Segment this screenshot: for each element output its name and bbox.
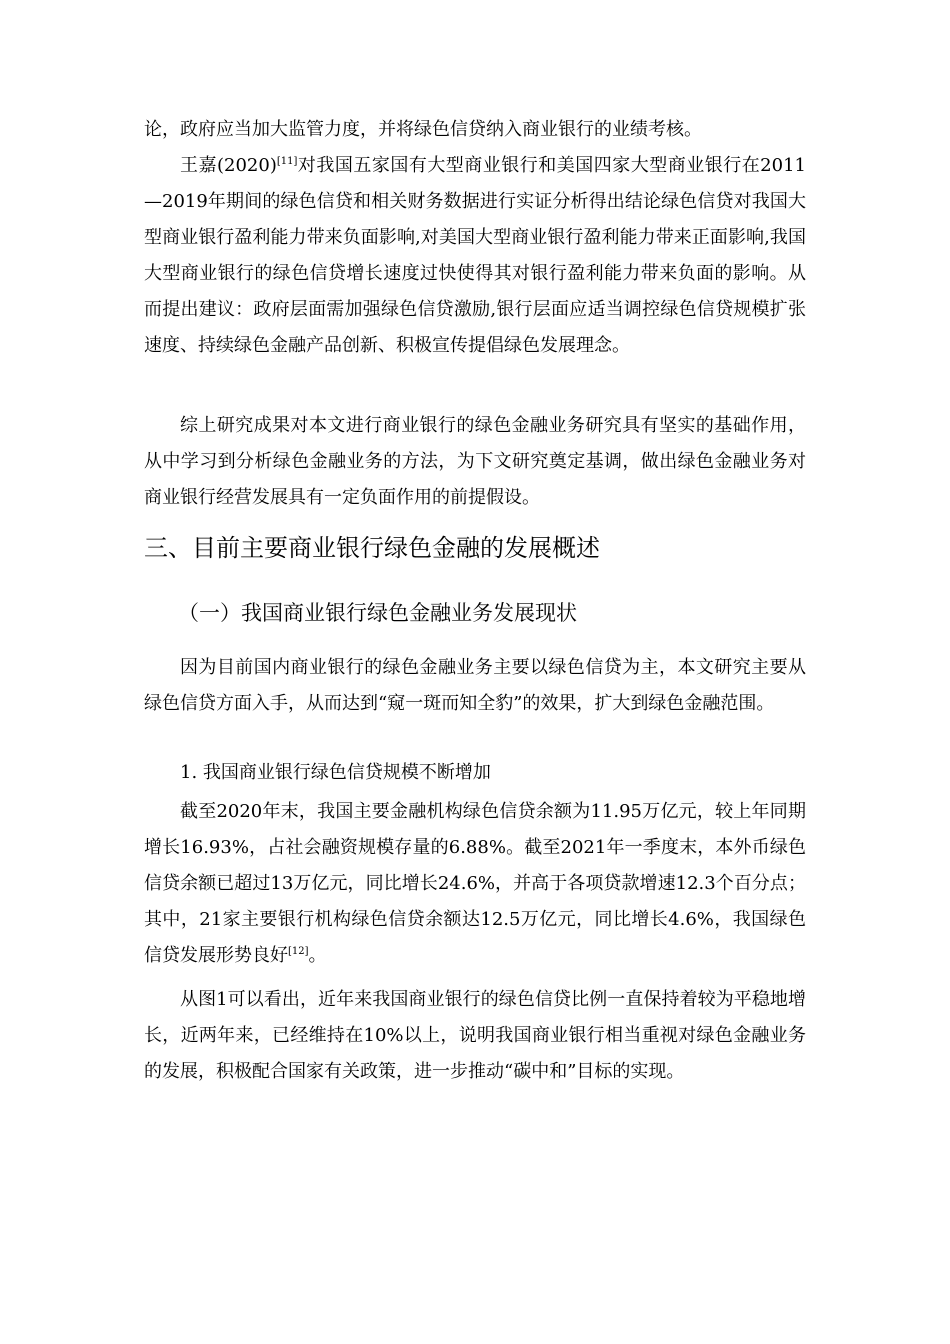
paragraph-figure-ref <box>144 982 806 1090</box>
paragraph-wang-jia <box>144 148 806 364</box>
paragraph-credit-scale <box>144 794 806 974</box>
reference-marker: [12] <box>288 946 309 957</box>
paragraph-text: 从图1可以看出，近年来我国商业银行的绿色信贷比例一直保持着较为平稳地增长，近两年来，已经维持在10%以上，说明我国商业银行相当重视对绿色金融业务的发展，积极配合国家有关政策，进一步推动“碳中和”目标的实现。 <box>144 989 806 1082</box>
paragraph-text: 截至2020年末，我国主要金融机构绿色信贷余额为11.95万亿元，较上年同期增长16.93%，占社会融资规模存量的6.88%。截至2021年一季度末，本外币绿色信贷余额已超过13万亿元，同比增长24.6%，并高于各项贷款增速12.3个百分点；其中，21家主要银行机构绿色信贷余额达12.5万亿元，同比增长4.6%，我国绿色信贷发展形势良好 <box>144 801 806 966</box>
paragraph-intro <box>144 650 806 722</box>
paragraph-text: 论，政府应当加大监管力度，并将绿色信贷纳入商业银行的业绩考核。 <box>144 119 702 140</box>
paragraph-text: 综上研究成果对本文进行商业银行的绿色金融业务研究具有坚实的基础作用，从中学习到分析绿色金融业务的方法，为下文研究奠定基调，做出绿色金融业务对商业银行经营发展具有一定负面作用的前提假设。 <box>144 415 806 508</box>
paragraph-text: 对我国五家国有大型商业银行和美国四家大型商业银行在2011—2019年期间的绿色信贷和相关财务数据进行实证分析得出结论绿色信贷对我国大型商业银行盈利能力带来负面影响,对美国大型商业银行盈利能力带来正面影响,我国大型商业银行的绿色信贷增长速度过快使得其对银行盈利能力带来负面的影响。从而提出建议：政府层面需加强绿色信贷激励,银行层面应适当调控绿色信贷规模扩张速度、持续绿色金融产品创新、积极宣传提倡绿色发展理念。 <box>144 155 806 356</box>
paragraph-text-end: 。 <box>308 945 327 966</box>
item-heading-1: 1. 我国商业银行绿色信贷规模不断增加 <box>180 762 491 783</box>
subsection-heading-3-1: （一）我国商业银行绿色金融业务发展现状 <box>178 601 577 625</box>
author-citation: 王嘉(2020) <box>180 155 277 176</box>
paragraph-continuation <box>144 112 806 148</box>
paragraph-summary <box>144 408 806 516</box>
section-heading-3: 三、目前主要商业银行绿色金融的发展概述 <box>144 534 600 562</box>
reference-marker: [11] <box>276 156 298 167</box>
paragraph-text: 因为目前国内商业银行的绿色金融业务主要以绿色信贷为主，本文研究主要从绿色信贷方面入手，从而达到“窥一斑而知全豹”的效果，扩大到绿色金融范围。 <box>144 657 806 714</box>
